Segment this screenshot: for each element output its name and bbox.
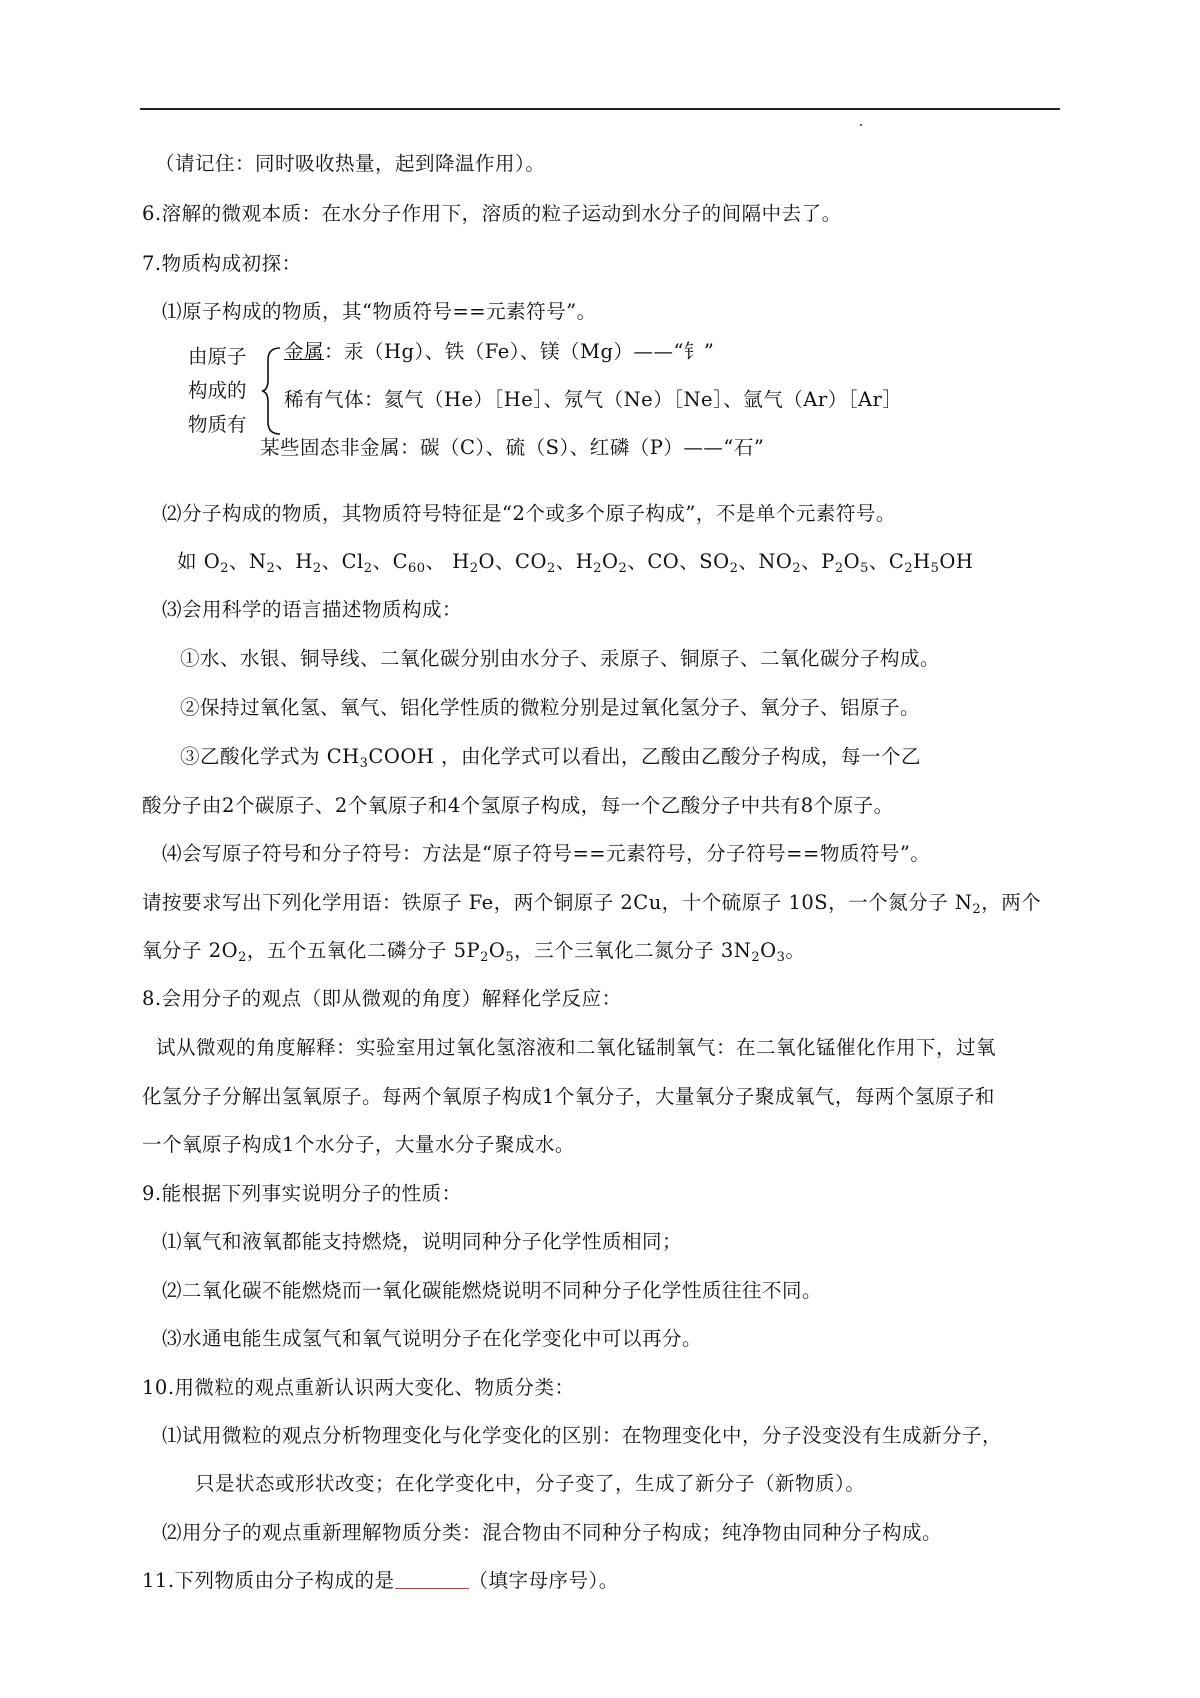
- text-line: ②保持过氧化氢、氧气、铝化学性质的微粒分别是过氧化氢分子、氧分子、铝原子。: [180, 696, 921, 719]
- text-line: （请记住：同时吸收热量，起到降温作用）。: [155, 152, 546, 175]
- text-line: 请按要求写出下列化学用语：铁原子 Fe，两个铜原子 2Cu，十个硫原子 10S，一个氮分子 $N_2$，两个: [142, 891, 1042, 917]
- text-line: ⑵分子构成的物质，其物质符号特征是“2个或多个原子构成”，不是单个元素符号。: [162, 502, 896, 525]
- text-line: 化氢分子分解出氢氧原子。每两个氧原子构成1个氧分子，大量氧分子聚成氧气，每两个氢原子和: [142, 1085, 995, 1108]
- section-10-heading: 10.用微粒的观点重新认识两大变化、物质分类：: [142, 1376, 575, 1399]
- text-line: ⑶水通电能生成氢气和氧气说明分子在化学变化中可以再分。: [162, 1327, 703, 1350]
- section-9-heading: 9.能根据下列事实说明分子的性质：: [142, 1182, 462, 1205]
- header-dot: [860, 124, 862, 126]
- text-line: ⑶会用科学的语言描述物质构成：: [162, 598, 463, 621]
- answer-blank[interactable]: [395, 1568, 469, 1589]
- section-7-heading: 7.物质构成初探：: [142, 252, 302, 275]
- text-line: ③乙酸化学式为 $CH_3COOH$ ，由化学式可以看出，乙酸由乙酸分子构成，每一个乙: [180, 745, 922, 771]
- brace-item-nonmetal: 某些固态非金属：碳（C）、硫（S）、红磷（P）——“石”: [260, 436, 765, 459]
- section-11-question: 11.下列物质由分子构成的是 （填字母序号）。: [142, 1569, 619, 1592]
- section-6: 6.溶解的微观本质：在水分子作用下，溶质的粒子运动到水分子的间隔中去了。: [142, 202, 842, 225]
- brace-item-noble-gas: 稀有气体：氦气（He）［He］、氖气（Ne）［Ne］、氩气（Ar）［Ar］: [284, 388, 903, 411]
- text-line: ⑴原子构成的物质，其“物质符号==元素符号”。: [162, 300, 597, 323]
- brace-item-metal: 金属：汞（Hg）、铁（Fe）、镁（Mg）——“钅”: [284, 340, 715, 363]
- header-rule: [140, 108, 1060, 110]
- atom-substances-brace: [188, 340, 968, 470]
- brace-label: 由原子 构成的 物质有: [188, 345, 247, 436]
- molecule-formulas: 如 $O_2$、$N_2$、$H_2$、$Cl_2$、$C_{60}$、 $H_2O$、$CO_2$、$H_2O_2$、CO、$SO_2$、$NO_2$、$P_2O_5$、$C_2H_5OH$: [177, 550, 974, 576]
- text-line: 氧分子 $2O_2$，五个五氧化二磷分子 $5P_2O_5$，三个三氧化二氮分子 $3N_2O_3$。: [142, 939, 806, 965]
- text-line: ①水、水银、铜导线、二氧化碳分别由水分子、汞原子、铜原子、二氧化碳分子构成。: [180, 647, 941, 670]
- text-line: 酸分子由2个碳原子、2个氧原子和4个氢原子构成，每一个乙酸分子中共有8个原子。: [142, 794, 894, 817]
- text-line: ⑵二氧化碳不能燃烧而一氧化碳能燃烧说明不同种分子化学性质往往不同。: [162, 1279, 823, 1302]
- text-line: 只是状态或形状改变；在化学变化中，分子变了，生成了新分子（新物质）。: [195, 1472, 866, 1495]
- text-line: ⑵用分子的观点重新理解物质分类：混合物由不同种分子构成；纯净物由同种分子构成。: [162, 1521, 943, 1544]
- text-line: 试从微观的角度解释：实验室用过氧化氢溶液和二氧化锰制氧气：在二氧化锰催化作用下，过氧: [156, 1036, 997, 1059]
- text-line: ⑷会写原子符号和分子符号：方法是“原子符号==元素符号，分子符号==物质符号”。: [162, 842, 931, 865]
- section-8-heading: 8.会用分子的观点（即从微观的角度）解释化学反应：: [142, 987, 622, 1010]
- text-line: 一个氧原子构成1个水分子，大量水分子聚成水。: [142, 1133, 575, 1156]
- brace-icon: [260, 346, 282, 436]
- text-line: ⑴试用微粒的观点分析物理变化与化学变化的区别：在物理变化中，分子没变没有生成新分子，: [162, 1424, 1003, 1447]
- text-line: ⑴氧气和液氧都能支持燃烧，说明同种分子化学性质相同；: [162, 1230, 683, 1253]
